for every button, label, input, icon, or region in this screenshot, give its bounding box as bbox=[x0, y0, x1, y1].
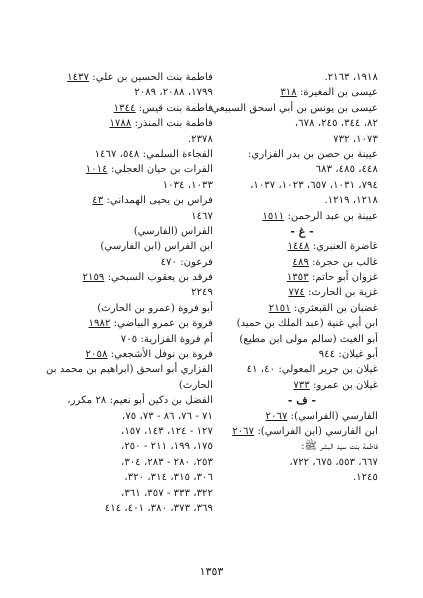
index-entry-line bbox=[226, 255, 378, 270]
entry-primary-reference: ١٠١٤ bbox=[85, 164, 108, 176]
entry-text: الفرات بن حيان العجلي: bbox=[107, 164, 213, 176]
index-entry-line bbox=[226, 347, 378, 362]
entry-primary-reference: ٢٠٦٧ bbox=[265, 410, 288, 422]
index-entry-line bbox=[55, 85, 213, 100]
index-entry-line bbox=[55, 439, 213, 454]
entry-text: أبو فروة (عمرو بن الحارث) bbox=[97, 302, 213, 314]
entry-text: ٢٢٤٩ bbox=[191, 287, 213, 299]
entry-primary-reference: ١٩٨٢ bbox=[88, 318, 111, 330]
entry-text: ٧٩٤، ١٠٣١، ٦٥٧، ١٠٢٣، ١٠٣٧، bbox=[250, 179, 378, 191]
entry-primary-reference: ٧٧٤ bbox=[288, 287, 305, 299]
entry-text: غاضرة العنبري: bbox=[309, 241, 378, 253]
entry-text: فروة بن عمرو البياضي: bbox=[110, 318, 213, 330]
index-entry-line bbox=[226, 439, 378, 454]
entry-text: الفراس (الفارسي) bbox=[133, 225, 213, 237]
index-entry-line bbox=[55, 239, 213, 254]
entry-text: ١٢١٨، ١٢١٩. bbox=[324, 195, 378, 207]
entry-primary-reference: ١٤٣٧ bbox=[67, 72, 90, 83]
index-entry-line bbox=[226, 70, 378, 85]
entry-text: غضبان بن القبعثري: bbox=[290, 302, 378, 314]
entry-text: ١٩١٨، ٢١٦٣. bbox=[324, 72, 378, 83]
index-entry-line bbox=[226, 132, 378, 147]
index-entry-line bbox=[208, 101, 378, 116]
entry-primary-reference: ١٣٤٤ bbox=[113, 102, 136, 114]
index-entry-line bbox=[55, 424, 213, 439]
entry-primary-reference: ٧٣٣ bbox=[293, 379, 310, 391]
entry-text: ابن الفراس (ابن الفارسي) bbox=[100, 241, 213, 253]
entry-text: ابن الفارسي (ابن الفراسي): bbox=[254, 425, 378, 437]
entry-text: ٣٠٦، ٣١٥، ٣١٤، ٣٢٠، bbox=[124, 472, 213, 484]
entry-text: ٢٥٣، ٢٨٠ - ٢٨٣، ٣٠٤، bbox=[121, 456, 213, 468]
entry-primary-reference: ١٧٨٨ bbox=[109, 118, 132, 130]
entry-primary-reference: ٤٨٩ bbox=[292, 256, 309, 268]
index-entry-line bbox=[226, 378, 378, 393]
entry-text: ١٢٤٥. bbox=[352, 472, 378, 484]
entry-text: غالب بن حجرة: bbox=[308, 256, 378, 268]
index-entry-line bbox=[55, 285, 213, 300]
index-entry-line bbox=[55, 347, 213, 362]
entry-text: الفضل بن دكين أبو نعيم: ٢٨ مكرر، bbox=[67, 395, 213, 407]
index-entry-line bbox=[55, 409, 213, 424]
index-entry-line bbox=[226, 116, 378, 131]
entry-text: أم فروة الفزارية: ٧٠٥ bbox=[120, 333, 213, 345]
entry-text: فرقد بن يعقوب السبخي: bbox=[104, 272, 213, 284]
entry-primary-reference: ٤٣ bbox=[92, 195, 104, 207]
entry-text: ٣٦٩، ٣٧٣، ٣٨٠، ٤٠١، ٤١٤ bbox=[104, 502, 213, 514]
index-entry-line bbox=[55, 332, 213, 347]
index-entry-line bbox=[226, 147, 378, 162]
index-entry-line bbox=[226, 470, 378, 485]
index-entry-line bbox=[226, 332, 378, 347]
entry-primary-reference: ٢٠٦٧ bbox=[232, 425, 255, 437]
entry-text: فرعون: ٤٧٠ bbox=[160, 256, 213, 268]
index-entry-line bbox=[55, 193, 213, 208]
entry-text: ١٧٥، ١٩٩، ٢١١ - ٢٥٠، bbox=[121, 441, 213, 453]
index-entry-line bbox=[226, 301, 378, 316]
entry-text: غيلان بن جرير المعولي: ٤٠، ٤١ bbox=[246, 364, 378, 376]
entry-text: ١٠٣٣، ١٠٣٤ bbox=[162, 179, 213, 191]
index-entry-line bbox=[226, 409, 378, 424]
entry-text: فراس بن يحيى الهمداني: bbox=[103, 195, 213, 207]
index-entry-line bbox=[55, 393, 213, 408]
index-entry-line bbox=[55, 162, 213, 177]
entry-primary-reference: ١٣٥٣ bbox=[286, 272, 309, 284]
entry-text: - غ - bbox=[290, 224, 314, 238]
entry-text: الفزاري أبو اسحق (ابراهيم بن محمد بن bbox=[46, 364, 213, 376]
index-entry-line bbox=[55, 101, 213, 116]
entry-text: عيينة بن عبد الرحمن: bbox=[284, 210, 378, 222]
index-entry-line bbox=[55, 301, 213, 316]
index-entry-line bbox=[226, 362, 378, 377]
entry-text: ٦٦٧، ٥٥٣، ٦٧٥، ٧٢٢، bbox=[289, 456, 378, 468]
index-entry-line bbox=[55, 209, 213, 224]
index-entry-line bbox=[55, 132, 213, 147]
index-entry-line bbox=[226, 424, 378, 439]
index-entry-line bbox=[55, 224, 213, 239]
index-entry-line bbox=[55, 270, 213, 285]
entry-primary-reference: ٢١٥٩ bbox=[82, 272, 105, 284]
index-entry-line bbox=[55, 316, 213, 331]
entry-text: ٨٢، ٣٤٤، ٢٤٥، ٦٧٨، bbox=[294, 118, 378, 130]
index-column-right bbox=[208, 70, 378, 486]
entry-text: غزية بن الحارث: bbox=[304, 287, 378, 299]
index-entry-line bbox=[226, 316, 378, 331]
index-entry-line bbox=[226, 162, 378, 177]
entry-text: ١٢٧ - ١٢٤، ١٤٣، ١٥٧، bbox=[121, 425, 213, 437]
index-entry-line bbox=[46, 362, 213, 377]
entry-text: عيينة بن حصن بن بدر الفزاري: bbox=[248, 148, 378, 160]
index-entry-line bbox=[226, 85, 378, 100]
entry-text: أبو الغيث (سالم مولى ابن مطيع) bbox=[239, 333, 378, 345]
index-entry-line bbox=[55, 147, 213, 162]
index-entry-line bbox=[55, 501, 213, 516]
index-entry-line bbox=[55, 378, 213, 393]
entry-text: فاطمة بنت سيد البشر ﷺ: bbox=[301, 441, 378, 453]
index-entry-line bbox=[226, 178, 378, 193]
index-entry-line bbox=[55, 70, 213, 85]
index-entry-line bbox=[226, 239, 378, 254]
entry-text: أبو غيلان: ٩٤٤ bbox=[318, 349, 378, 361]
entry-text: الحارث) bbox=[178, 379, 213, 391]
index-entry-line bbox=[55, 255, 213, 270]
entry-text: فاطمة بنت الحسين بن علي: bbox=[89, 72, 213, 83]
entry-text: ٧١ - ٧٦، ٨٦ - ٧٣، ٧٥، bbox=[122, 410, 213, 422]
index-entry-line bbox=[226, 209, 378, 224]
index-entry-line bbox=[226, 285, 378, 300]
index-entry-line bbox=[226, 270, 378, 285]
entry-text: فاطمة بنت المنذر: bbox=[131, 118, 213, 130]
entry-text: عيسى بن يونس بن أبي اسحق السبيعي: bbox=[208, 102, 378, 114]
entry-text: ١٧٩٩، ٢٠٨٨، ٢٠٨٩ bbox=[134, 87, 213, 99]
entry-text: غزوان أبو حاتم: bbox=[308, 272, 378, 284]
index-entry-line bbox=[55, 486, 213, 501]
index-entry-line bbox=[55, 116, 213, 131]
entry-text: ٤٤٨، ٤٨٥، ٦٨٣ bbox=[315, 164, 378, 176]
section-letter-heading bbox=[226, 393, 378, 408]
page-number: ١٣٥٣ bbox=[199, 565, 224, 578]
section-letter-heading bbox=[226, 224, 378, 239]
index-column-left bbox=[46, 70, 213, 516]
entry-text: ١٠٧٣، ٧٣٢ bbox=[333, 133, 378, 145]
entry-text: فاطمة بنت قيس: bbox=[135, 102, 213, 114]
entry-primary-reference: ٢١٥١ bbox=[268, 302, 291, 314]
entry-text: عيسى بن المغيرة: bbox=[296, 87, 378, 99]
entry-text: الفارسي (الفراسي): bbox=[287, 410, 378, 422]
entry-text: ١٤٦٧ bbox=[191, 210, 213, 222]
entry-text: ٣٢٢، ٣٣٣ - ٣٥٧، ٣٦١، bbox=[121, 487, 213, 499]
index-entry-line bbox=[226, 193, 378, 208]
entry-text: ابن أبي غنية (عبد الملك بن حميد) bbox=[236, 318, 378, 330]
entry-primary-reference: ١٥١١ bbox=[262, 210, 285, 222]
index-entry-line bbox=[55, 470, 213, 485]
entry-text: غيلان بن عمرو: bbox=[309, 379, 378, 391]
entry-primary-reference: ٣١٨ bbox=[280, 87, 297, 99]
entry-primary-reference: ٢٠٥٨ bbox=[85, 349, 108, 361]
entry-text: ٢٣٧٨. bbox=[187, 133, 213, 145]
entry-text: الفجاءة السلمي: ٥٤٨، ١٤٦٧ bbox=[94, 148, 213, 160]
index-entry-line bbox=[55, 455, 213, 470]
entry-text: فروة بن نوفل الأشجعي: bbox=[107, 349, 213, 361]
entry-text: - ف - bbox=[287, 394, 317, 408]
index-entry-line bbox=[55, 178, 213, 193]
index-entry-line bbox=[226, 455, 378, 470]
entry-primary-reference: ١٤٤٨ bbox=[287, 241, 310, 253]
